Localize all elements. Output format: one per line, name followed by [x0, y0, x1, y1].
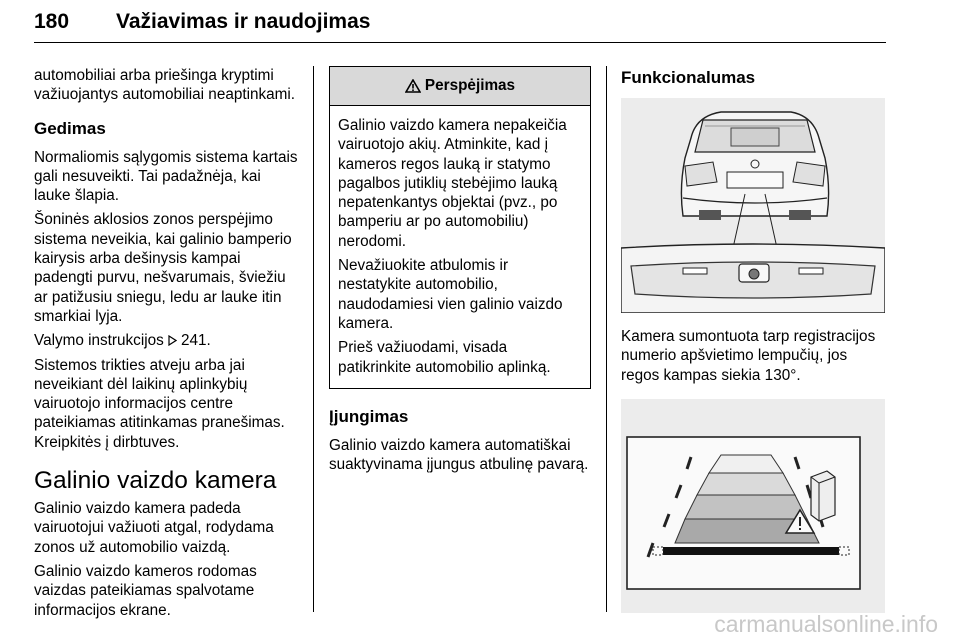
camera-display-figure [621, 399, 885, 613]
warning-paragraph-1: Galinio vaizdo kamera nepakeičia vairuotojo akių. Atminkite, kad į kameros regos lauką ir statymo pagalbos jutiklių stebėjimo lauką nepatenkantys objektai (pvz., po bamperiu ar po automobiliu) nerodomi. [338, 117, 567, 250]
intro-paragraph: automobiliai arba priešinga kryptimi važiuojantys automobiliai neaptinkami. [34, 67, 296, 104]
page-header [34, 10, 886, 46]
activation-heading: Įjungimas [329, 406, 409, 426]
camera-paragraph-1: Galinio vaizdo kamera padeda vairuotojui važiuoti atgal, rodydama zonos už automobilio vaizdą. [34, 500, 274, 556]
page-reference-icon [168, 335, 177, 346]
function-heading: Funkcionalumas [621, 68, 756, 87]
camera-location-figure [621, 98, 885, 313]
column-divider-2 [606, 66, 607, 612]
column-right [621, 66, 886, 613]
column-left [34, 66, 300, 625]
running-title: Važiavimas ir naudojimas [116, 10, 371, 33]
section-heading: Galinio vaizdo kamera [34, 467, 277, 495]
figure-1-caption: Kamera sumontuota tarp registracijos numerio apšvietimo lempučių, jos regos kampas siekia 130°. [621, 328, 876, 384]
fault-paragraph-2: Šoninės aklosios zonos perspėjimo sistema neveikia, kai galinio bamperio kairysis arba dešinysis kampai padengti purvu, nešvarumais, šviežiu ar patižusiu sniegu, ledu ar lauke itin smarkiai lyja. [34, 211, 292, 325]
column-divider-1 [313, 66, 314, 612]
camera-paragraph-2: Galinio vaizdo kameros rodomas vaizdas pateikiamas spalvotame informacijos ekrane. [34, 562, 257, 619]
cleaning-reference-text: Valymo instrukcijos [34, 332, 169, 350]
fault-heading: Gedimas [34, 118, 106, 138]
camera-display-illustration [621, 399, 885, 613]
warning-title: Perspėjimas [424, 77, 516, 95]
footer-watermark: carmanualsonline.info [714, 611, 938, 637]
cleaning-reference-page[interactable]: 241. [181, 332, 211, 350]
warning-box [329, 66, 591, 389]
warning-paragraph-3: Prieš važiuodami, visada patikrinkite automobilio aplinką. [338, 339, 551, 376]
warning-paragraph-2: Nevažiuokite atbulomis ir nestatykite automobilio, naudodamiesi vien galinio vaizdo kamera. [338, 257, 563, 332]
car-rear-illustration [621, 98, 885, 313]
warning-triangle-icon [405, 79, 421, 93]
header-rule [34, 42, 886, 43]
column-middle [329, 66, 591, 479]
warning-body [330, 106, 590, 388]
activation-paragraph: Galinio vaizdo kamera automatiškai suaktyvinama įjungus atbulinę pavarą. [329, 436, 589, 474]
fault-paragraph-4: Sistemos trikties atveju arba jai neveikiant dėl laikinų aplinkybių vairuotojo informacijos centre pateikiamas atitinkamas pranešimas. Kreipkitės į dirbtuves. [34, 356, 285, 451]
warning-header [330, 67, 590, 106]
fault-paragraph-1: Normaliomis sąlygomis sistema kartais gali nesuveikti. Tai padažnėja, kai lauke šlapia. [34, 148, 298, 205]
cleaning-reference [34, 331, 300, 350]
page-number: 180 [34, 10, 70, 33]
